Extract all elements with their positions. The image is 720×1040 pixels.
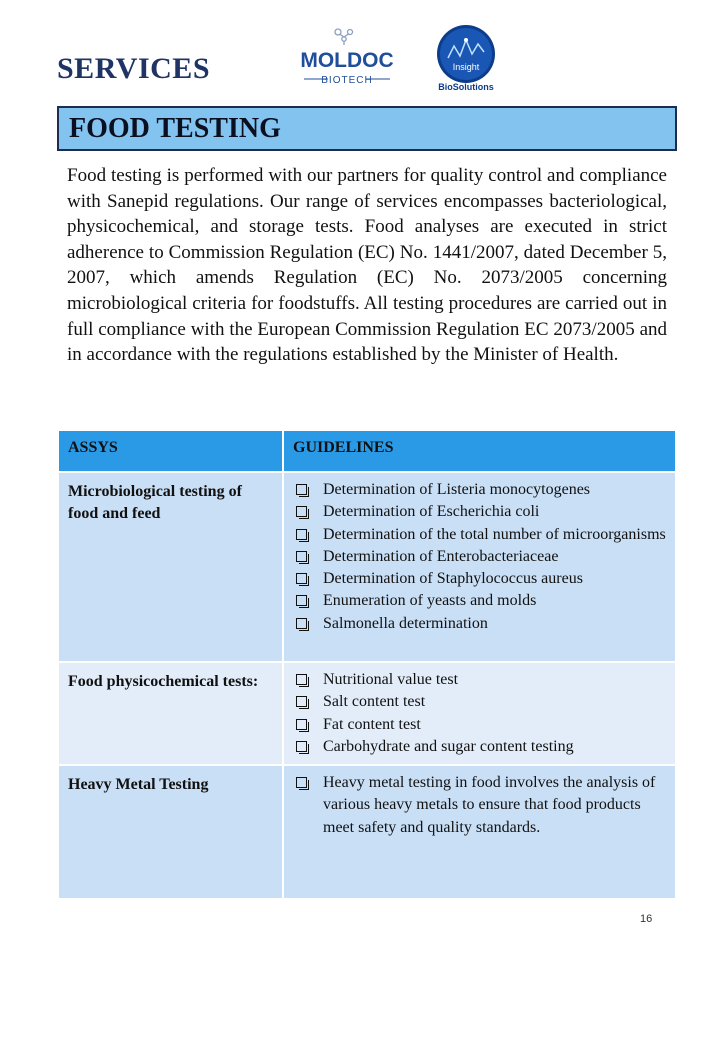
assay-cell: Food physicochemical tests:	[58, 662, 283, 765]
list-item: Fat content test	[294, 714, 669, 736]
services-table	[57, 429, 677, 900]
list-item: Salmonella determination	[294, 613, 669, 635]
checkbox-bullet-icon	[296, 573, 307, 584]
list-item: Determination of Staphylococcus aureus	[294, 568, 669, 590]
checkbox-bullet-icon	[296, 741, 307, 752]
header-guidelines: GUIDELINES	[283, 430, 676, 472]
guidelines-cell	[283, 472, 676, 662]
list-item: Salt content test	[294, 691, 669, 713]
moldoc-biotech-logo	[298, 24, 396, 86]
table-header-row	[58, 430, 676, 472]
list-item: Determination of Listeria monocytogenes	[294, 479, 669, 501]
checkbox-bullet-icon	[296, 551, 307, 562]
list-item: Determination of the total number of microorganisms	[294, 524, 669, 546]
checkbox-bullet-icon	[296, 595, 307, 606]
assay-cell: Heavy Metal Testing	[58, 765, 283, 899]
list-item: Determination of Escherichia coli	[294, 501, 669, 523]
page-number: 16	[640, 913, 653, 925]
table-row	[58, 662, 676, 765]
section-banner	[57, 106, 677, 151]
list-item: Determination of Enterobacteriaceae	[294, 546, 669, 568]
table-row	[58, 765, 676, 899]
guidelines-cell	[283, 662, 676, 765]
checkbox-bullet-icon	[296, 618, 307, 629]
insight-logo-text: Insight	[452, 62, 480, 72]
checkbox-bullet-icon	[296, 719, 307, 730]
list-item: Carbohydrate and sugar content testing	[294, 736, 669, 758]
insight-biosolutions-logo	[434, 24, 498, 92]
checkbox-bullet-icon	[296, 696, 307, 707]
page-title: SERVICES	[57, 52, 211, 85]
list-item: Enumeration of yeasts and molds	[294, 590, 669, 612]
checkbox-bullet-icon	[296, 484, 307, 495]
insight-logo-subtext: BioSolutions	[438, 82, 494, 92]
checkbox-bullet-icon	[296, 674, 307, 685]
section-banner-title: FOOD TESTING	[69, 113, 281, 144]
assay-cell: Microbiological testing of food and feed	[58, 472, 283, 662]
checkbox-bullet-icon	[296, 529, 307, 540]
list-item: Heavy metal testing in food involves the analysis of various heavy metals to ensure that food products meet safety and quality standards.	[294, 772, 669, 839]
list-item: Nutritional value test	[294, 669, 669, 691]
intro-paragraph: Food testing is performed with our partners for quality control and compliance with Sanepid regulations. Our range of services encompasses bacteriological, physicochemical, and storage tests. Food analyses are executed in strict adherence to Commission Regulation (EC) No. 1441/2007, dated December 5, 2007, which amends Regulation (EC) No. 2073/2005 concerning microbiological criteria for foodstuffs. All testing procedures are carried out in full compliance with the European Commission Regulation EC 2073/2005 and in accordance with the regulations established by the Minister of Health.	[67, 165, 667, 366]
guidelines-cell	[283, 765, 676, 899]
checkbox-bullet-icon	[296, 506, 307, 517]
table-row	[58, 472, 676, 662]
checkbox-bullet-icon	[296, 777, 307, 788]
moldoc-logo-text: MOLDOC	[300, 49, 394, 72]
moldoc-logo-subtext: BIOTECH	[321, 75, 373, 86]
header-assays: ASSYS	[58, 430, 283, 472]
